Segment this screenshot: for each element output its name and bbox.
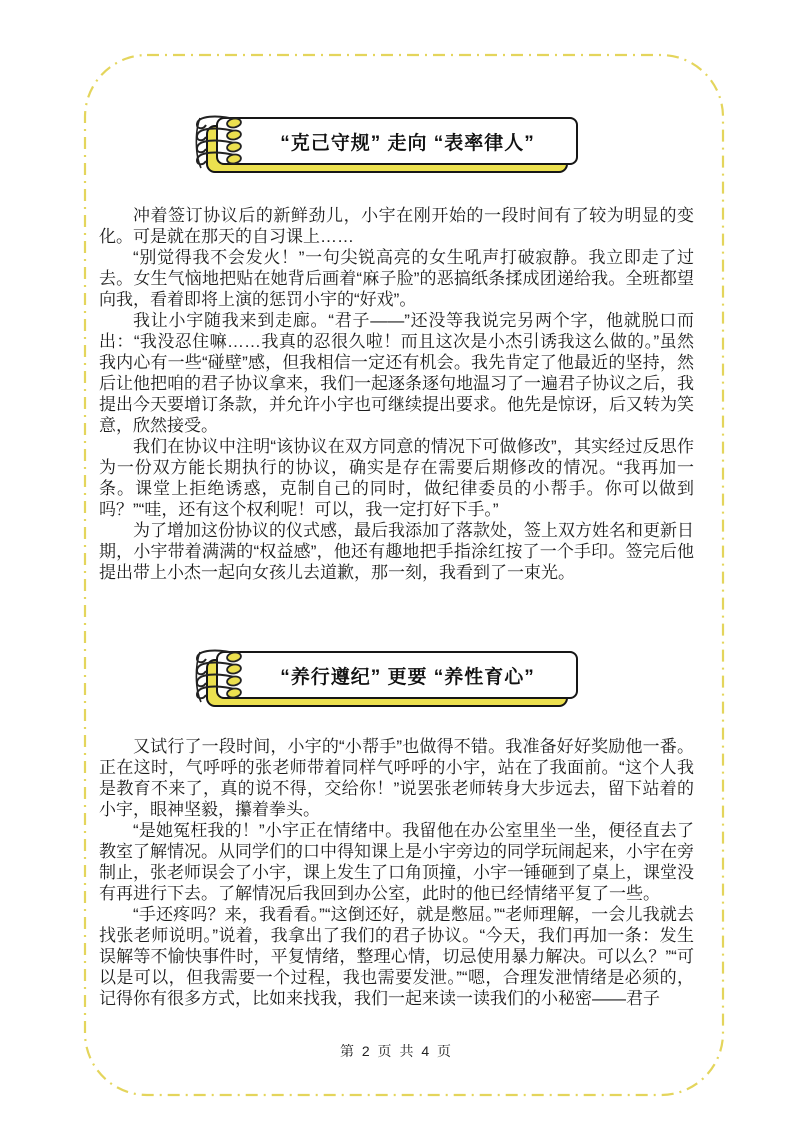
- banner-face: [216, 651, 578, 699]
- section-2: [99, 736, 694, 1009]
- paragraph: “是她冤枉我的！”小宇正在情绪中。我留他在办公室里坐一坐，便径直去了教室了解情况。从同学们的口中得知课上是小宇旁边的同学玩闹起来，小宇在旁制止，张老师误会了小宇，课上发生了口角顶撞，小宇一锤砸到了桌上，课堂没有再进行下去。了解情况后我回到办公室，此时的他已经情绪平复了一些。: [99, 821, 694, 903]
- paragraph: 为了增加这份协议的仪式感，最后我添加了落款处，签上双方姓名和更新日期，小宇带着满满的“权益感”，他还有趣地把手指涂红按了一个手印。签完后他提出带上小杰一起向女孩儿去道歉，那一刻，我看到了一束光。: [99, 521, 694, 582]
- page-content: [99, 0, 694, 1061]
- section-banner-2: [216, 651, 578, 699]
- paragraph: “别觉得我不会发火！”一句尖锐高亮的女生吼声打破寂静。我立即走了过去。女生气恼地把贴在她背后画着“麻子脸”的恶搞纸条揉成团递给我。全班都望向我，看着即将上演的惩罚小宇的“好戏”。: [99, 248, 694, 309]
- paragraph: 我们在协议中注明“该协议在双方同意的情况下可做修改”，其实经过反思作为一份双方能长期执行的协议，确实是存在需要后期修改的情况。“我再加一条。课堂上拒绝诱惑，克制自己的同时，做纪律委员的小帮手。你可以做到吗？”“哇，还有这个权利呢！可以，我一定打好下手。”: [99, 437, 694, 519]
- paragraph: “手还疼吗？来，我看看。”“这倒还好，就是憋屈。”“老师理解，一会儿我就去找张老师说明。”说着，我拿出了我们的君子协议。“今天，我们再加一条：发生误解等不愉快事件时，平复情绪，整理心情，切忌使用暴力解决。可以么？”“可以是可以，但我需要一个过程，我也需要发泄。”“嗯，合理发泄情绪是必须的，记得你有很多方式，比如来找我，我们一起来读一读我们的小秘密——君子: [99, 905, 694, 1008]
- section-banner-1: [216, 117, 578, 165]
- section-1: [99, 205, 694, 583]
- section-title-2: “养行遵纪” 更要 “养性育心”: [280, 666, 535, 688]
- section-title-1: “克己守规” 走向 “表率律人”: [280, 132, 535, 154]
- page-number: 第 2 页 共 4 页: [339, 1043, 454, 1059]
- paragraph: 冲着签订协议后的新鲜劲儿，小宇在刚开始的一段时间有了较为明显的变化。可是就在那天的自习课上……: [99, 206, 694, 246]
- spiral-binding-icon: [192, 647, 248, 707]
- banner-face: [216, 117, 578, 165]
- spiral-binding-icon: [192, 113, 248, 173]
- paragraph: 又试行了一段时间，小宇的“小帮手”也做得不错。我准备好好奖励他一番。正在这时，气呼呼的张老师带着同样气呼呼的小宇，站在了我面前。“这个人我是教育不来了，真的说不得，交给你！”说罢张老师转身大步远去，留下站着的小宇，眼神坚毅，攥着拳头。: [99, 737, 694, 819]
- paragraph: 我让小宇随我来到走廊。“君子——”还没等我说完另两个字，他就脱口而出：“我没忍住嘛……我真的忍很久啦！而且这次是小杰引诱我这么做的。”虽然我内心有一些“碰壁”感，但我相信一定还有机会。我先肯定了他最近的坚持，然后让他把咱的君子协议拿来，我们一起逐条逐句地温习了一遍君子协议之后，我提出今天要增订条款，并允许小宇也可继续提出要求。他先是惊讶，后又转为笑意，欣然接受。: [99, 311, 694, 435]
